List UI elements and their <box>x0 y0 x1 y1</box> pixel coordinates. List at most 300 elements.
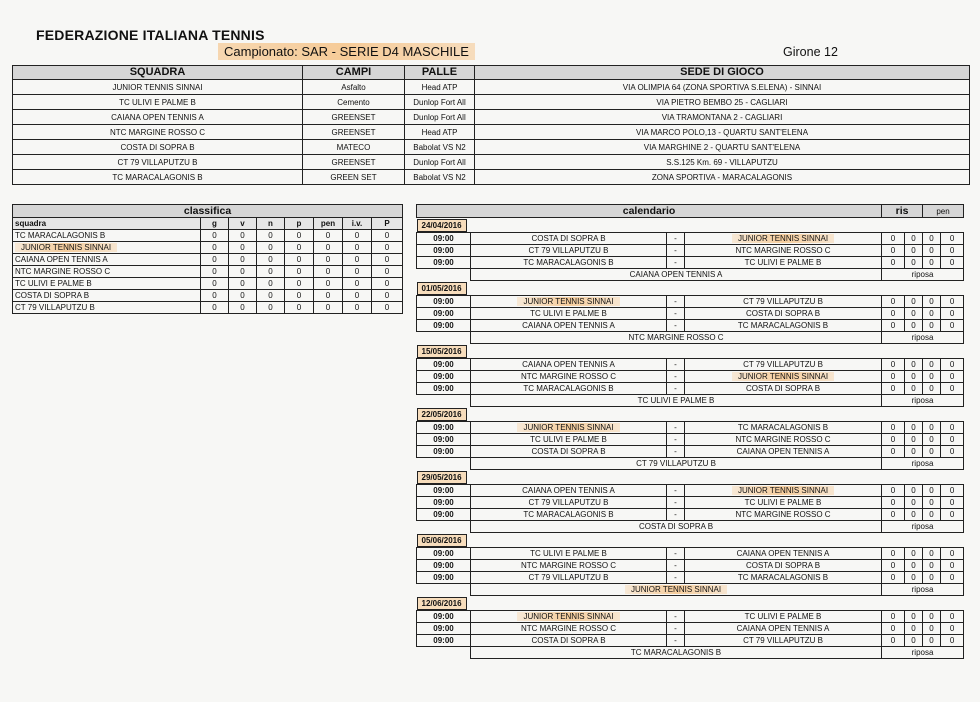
match-sep-label: - <box>674 435 677 444</box>
match-score: 0 <box>905 572 923 584</box>
match-score: 0 <box>882 320 905 332</box>
standings-col-header: v <box>229 218 257 230</box>
match-away-label: TC MARACALAGONIS B <box>737 573 829 582</box>
match-time: 09:00 <box>417 308 471 320</box>
match-score: 0 <box>882 371 905 383</box>
match-score: 0 <box>882 383 905 395</box>
standings-value: 0 <box>229 302 257 314</box>
match-score: 0 <box>941 485 964 497</box>
match-score: 0 <box>923 233 941 245</box>
team-name: CAIANA OPEN TENNIS A <box>13 110 303 125</box>
match-away-label: TC ULIVI E PALME B <box>744 258 822 267</box>
standings-value: 0 <box>201 230 229 242</box>
match-score: 0 <box>905 308 923 320</box>
match-score: 0 <box>882 611 905 623</box>
standings-value: 0 <box>201 302 229 314</box>
match-score: 0 <box>923 245 941 257</box>
match-time: 09:00 <box>417 446 471 458</box>
match-away-label: CAIANA OPEN TENNIS A <box>736 447 830 456</box>
match-score: 0 <box>882 623 905 635</box>
match-away <box>685 560 882 572</box>
match-row <box>417 548 964 560</box>
matchday-row <box>417 218 964 233</box>
standings-value: 0 <box>229 278 257 290</box>
match-home <box>471 434 667 446</box>
match-sep-label: - <box>674 573 677 582</box>
match-sep-label: - <box>674 624 677 633</box>
match-time: 09:00 <box>417 611 471 623</box>
match-time: 09:00 <box>417 371 471 383</box>
match-away-label: TC MARACALAGONIS B <box>737 321 829 330</box>
rest-label: riposa <box>882 521 964 533</box>
standings-col-header: P <box>372 218 403 230</box>
team-name: COSTA DI SOPRA B <box>13 140 303 155</box>
standings-col-header: g <box>201 218 229 230</box>
standings-value: 0 <box>257 230 285 242</box>
matchday-row <box>417 533 964 548</box>
match-away <box>685 257 882 269</box>
match-away-label: CT 79 VILLAPUTZU B <box>743 360 823 369</box>
match-row <box>417 623 964 635</box>
match-time: 09:00 <box>417 296 471 308</box>
match-score: 0 <box>941 359 964 371</box>
match-home-label: TC MARACALAGONIS B <box>523 510 614 519</box>
match-sep-label: - <box>674 636 677 645</box>
standings-value: 0 <box>257 242 285 254</box>
rest-spacer <box>417 269 471 281</box>
match-sep-label: - <box>674 234 677 243</box>
team-name: CT 79 VILLAPUTZU B <box>13 155 303 170</box>
match-score: 0 <box>941 509 964 521</box>
matchday-row <box>417 596 964 611</box>
match-home-label: TC ULIVI E PALME B <box>530 309 607 318</box>
match-score: 0 <box>882 245 905 257</box>
match-row <box>417 485 964 497</box>
matchday-date: 24/04/2016 <box>417 219 467 232</box>
match-away <box>685 371 882 383</box>
match-home-label: NTC MARGINE ROSSO C <box>520 561 617 570</box>
match-row <box>417 308 964 320</box>
match-row <box>417 446 964 458</box>
matchday-date-cell <box>417 344 964 359</box>
match-sep-label: - <box>674 384 677 393</box>
calendar-title: calendario <box>417 205 882 218</box>
group-label: Girone 12 <box>783 45 838 59</box>
standings-value: 0 <box>229 230 257 242</box>
matchday-date-cell <box>417 470 964 485</box>
rest-label: riposa <box>882 269 964 281</box>
match-score: 0 <box>941 308 964 320</box>
standings-team-label: NTC MARGINE ROSSO C <box>15 267 111 276</box>
standings-value: 0 <box>285 242 314 254</box>
match-score: 0 <box>923 257 941 269</box>
rest-team <box>471 647 882 659</box>
rest-label: riposa <box>882 395 964 407</box>
standings-value: 0 <box>201 290 229 302</box>
team-court: GREEN SET <box>303 170 405 185</box>
match-score: 0 <box>923 296 941 308</box>
standings-value: 0 <box>372 302 403 314</box>
match-away <box>685 509 882 521</box>
match-score: 0 <box>923 434 941 446</box>
match-score: 0 <box>905 359 923 371</box>
match-row <box>417 257 964 269</box>
team-name: JUNIOR TENNIS SINNAI <box>13 80 303 95</box>
match-away-label: COSTA DI SOPRA B <box>745 309 821 318</box>
team-court: GREENSET <box>303 155 405 170</box>
match-away <box>685 623 882 635</box>
match-score: 0 <box>923 359 941 371</box>
rest-spacer <box>417 647 471 659</box>
match-away <box>685 485 882 497</box>
match-score: 0 <box>882 572 905 584</box>
match-time: 09:00 <box>417 434 471 446</box>
col-squadra: SQUADRA <box>13 66 303 80</box>
match-home-label: TC ULIVI E PALME B <box>530 435 607 444</box>
match-score: 0 <box>941 434 964 446</box>
match-sep <box>667 308 685 320</box>
match-away <box>685 233 882 245</box>
standings-title: classifica <box>13 205 403 218</box>
matchday-date-cell <box>417 533 964 548</box>
match-score: 0 <box>923 422 941 434</box>
match-sep-label: - <box>674 372 677 381</box>
standings-team <box>13 290 201 302</box>
match-away-label: NTC MARGINE ROSSO C <box>735 510 831 519</box>
rest-spacer <box>417 584 471 596</box>
team-name: TC ULIVI E PALME B <box>13 95 303 110</box>
championship-label: Campionato: SAR - SERIE D4 MASCHILE <box>218 43 475 60</box>
team-balls: Dunlop Fort All <box>405 110 475 125</box>
standings-row <box>13 290 403 302</box>
standings-value: 0 <box>229 242 257 254</box>
match-home <box>471 560 667 572</box>
match-row <box>417 497 964 509</box>
matchday-row <box>417 281 964 296</box>
standings-value: 0 <box>343 302 372 314</box>
match-sep <box>667 422 685 434</box>
match-time: 09:00 <box>417 623 471 635</box>
rest-team-label: TC ULIVI E PALME B <box>637 396 715 405</box>
match-away-label: JUNIOR TENNIS SINNAI <box>732 486 834 495</box>
match-away <box>685 572 882 584</box>
team-row <box>13 95 970 110</box>
matchday-date-cell <box>417 281 964 296</box>
standings-value: 0 <box>343 254 372 266</box>
match-time: 09:00 <box>417 359 471 371</box>
match-row <box>417 233 964 245</box>
team-balls: Dunlop Fort All <box>405 95 475 110</box>
team-row <box>13 170 970 185</box>
standings-value: 0 <box>285 278 314 290</box>
match-away-label: CAIANA OPEN TENNIS A <box>736 549 830 558</box>
standings-value: 0 <box>372 230 403 242</box>
match-time: 09:00 <box>417 383 471 395</box>
match-sep <box>667 635 685 647</box>
rest-row <box>417 269 964 281</box>
match-home <box>471 296 667 308</box>
standings-value: 0 <box>372 254 403 266</box>
team-row <box>13 80 970 95</box>
page-title: FEDERAZIONE ITALIANA TENNIS <box>36 27 265 43</box>
standings-row <box>13 266 403 278</box>
standings-team <box>13 242 201 254</box>
match-home-label: TC MARACALAGONIS B <box>523 258 614 267</box>
standings-row <box>13 302 403 314</box>
matchday-date-cell <box>417 218 964 233</box>
rest-team-label: JUNIOR TENNIS SINNAI <box>625 585 727 594</box>
calendar-table <box>416 204 964 659</box>
match-time: 09:00 <box>417 422 471 434</box>
team-venue: VIA PIETRO BEMBO 25 - CAGLIARI <box>475 95 970 110</box>
match-sep-label: - <box>674 297 677 306</box>
match-row <box>417 296 964 308</box>
match-score: 0 <box>923 446 941 458</box>
match-score: 0 <box>905 611 923 623</box>
match-away-label: CT 79 VILLAPUTZU B <box>743 636 823 645</box>
rest-row <box>417 521 964 533</box>
rest-spacer <box>417 458 471 470</box>
standings-value: 0 <box>314 266 343 278</box>
match-sep <box>667 485 685 497</box>
match-home-label: NTC MARGINE ROSSO C <box>520 372 617 381</box>
match-away-label: TC MARACALAGONIS B <box>737 423 829 432</box>
match-away-label: JUNIOR TENNIS SINNAI <box>732 372 834 381</box>
match-sep-label: - <box>674 360 677 369</box>
match-home-label: JUNIOR TENNIS SINNAI <box>517 612 619 621</box>
standings-value: 0 <box>343 242 372 254</box>
match-score: 0 <box>941 446 964 458</box>
match-time: 09:00 <box>417 509 471 521</box>
matchday-date: 15/05/2016 <box>417 345 467 358</box>
match-score: 0 <box>923 371 941 383</box>
match-score: 0 <box>882 233 905 245</box>
team-balls: Babolat VS N2 <box>405 140 475 155</box>
match-home <box>471 635 667 647</box>
rest-row <box>417 395 964 407</box>
match-home-label: CT 79 VILLAPUTZU B <box>528 573 609 582</box>
match-score: 0 <box>941 371 964 383</box>
standings-value: 0 <box>285 254 314 266</box>
match-home <box>471 233 667 245</box>
team-row <box>13 155 970 170</box>
standings-value: 0 <box>372 266 403 278</box>
match-home-label: CAIANA OPEN TENNIS A <box>522 321 615 330</box>
col-campi: CAMPI <box>303 66 405 80</box>
match-sep <box>667 548 685 560</box>
rest-team-label: TC MARACALAGONIS B <box>630 648 722 657</box>
rest-team-label: CAIANA OPEN TENNIS A <box>629 270 723 279</box>
matchday-row <box>417 344 964 359</box>
match-home-label: JUNIOR TENNIS SINNAI <box>517 423 619 432</box>
standings-value: 0 <box>372 278 403 290</box>
standings-team <box>13 266 201 278</box>
standings-value: 0 <box>257 254 285 266</box>
match-score: 0 <box>905 371 923 383</box>
standings-team <box>13 302 201 314</box>
rest-team <box>471 584 882 596</box>
match-home-label: NTC MARGINE ROSSO C <box>520 624 617 633</box>
matchday-row <box>417 407 964 422</box>
standings-value: 0 <box>314 290 343 302</box>
match-sep-label: - <box>674 486 677 495</box>
team-balls: Head ATP <box>405 125 475 140</box>
match-home <box>471 245 667 257</box>
match-away <box>685 383 882 395</box>
standings-col-header: squadra <box>13 218 201 230</box>
team-row <box>13 125 970 140</box>
match-score: 0 <box>941 296 964 308</box>
match-sep <box>667 509 685 521</box>
match-score: 0 <box>941 383 964 395</box>
match-home <box>471 572 667 584</box>
team-venue: VIA MARGHINE 2 - QUARTU SANT'ELENA <box>475 140 970 155</box>
match-score: 0 <box>941 257 964 269</box>
match-away-label: NTC MARGINE ROSSO C <box>735 435 831 444</box>
team-name: NTC MARGINE ROSSO C <box>13 125 303 140</box>
standings-col-header: p <box>285 218 314 230</box>
standings-value: 0 <box>314 230 343 242</box>
standings-row <box>13 242 403 254</box>
match-home-label: COSTA DI SOPRA B <box>531 636 606 645</box>
standings-row <box>13 230 403 242</box>
standings-value: 0 <box>372 242 403 254</box>
standings-team-label: COSTA DI SOPRA B <box>15 291 90 300</box>
match-away <box>685 635 882 647</box>
match-score: 0 <box>923 497 941 509</box>
match-home-label: CAIANA OPEN TENNIS A <box>522 360 615 369</box>
standings-value: 0 <box>229 266 257 278</box>
match-home <box>471 308 667 320</box>
team-court: GREENSET <box>303 110 405 125</box>
match-score: 0 <box>941 572 964 584</box>
match-score: 0 <box>905 422 923 434</box>
rest-team-label: NTC MARGINE ROSSO C <box>628 333 724 342</box>
matchday-date: 29/05/2016 <box>417 471 467 484</box>
match-sep-label: - <box>674 549 677 558</box>
team-row <box>13 110 970 125</box>
match-sep-label: - <box>674 258 677 267</box>
match-score: 0 <box>905 233 923 245</box>
team-court: MATECO <box>303 140 405 155</box>
match-score: 0 <box>941 548 964 560</box>
match-sep-label: - <box>674 510 677 519</box>
match-score: 0 <box>905 548 923 560</box>
matchday-row <box>417 470 964 485</box>
match-away <box>685 434 882 446</box>
standings-value: 0 <box>343 278 372 290</box>
match-score: 0 <box>905 623 923 635</box>
match-home <box>471 509 667 521</box>
col-palle: PALLE <box>405 66 475 80</box>
match-score: 0 <box>905 485 923 497</box>
standings-col-header: i.v. <box>343 218 372 230</box>
match-sep <box>667 434 685 446</box>
match-time: 09:00 <box>417 560 471 572</box>
match-sep <box>667 623 685 635</box>
standings-value: 0 <box>201 254 229 266</box>
match-score: 0 <box>923 560 941 572</box>
match-away-label: COSTA DI SOPRA B <box>745 384 821 393</box>
match-score: 0 <box>882 548 905 560</box>
match-score: 0 <box>923 383 941 395</box>
match-score: 0 <box>941 422 964 434</box>
standings-value: 0 <box>285 230 314 242</box>
team-venue: VIA MARCO POLO,13 - QUARTU SANT'ELENA <box>475 125 970 140</box>
match-row <box>417 611 964 623</box>
match-home-label: JUNIOR TENNIS SINNAI <box>517 297 619 306</box>
match-home <box>471 257 667 269</box>
match-sep-label: - <box>674 423 677 432</box>
matchday-date: 05/06/2016 <box>417 534 467 547</box>
ris-header: ris <box>882 205 923 218</box>
rest-label: riposa <box>882 458 964 470</box>
match-time: 09:00 <box>417 233 471 245</box>
teams-table <box>12 65 970 185</box>
matchday-date: 12/06/2016 <box>417 597 467 610</box>
standings-team <box>13 254 201 266</box>
team-court: Asfalto <box>303 80 405 95</box>
team-court: Cemento <box>303 95 405 110</box>
standings-value: 0 <box>257 290 285 302</box>
standings-row <box>13 278 403 290</box>
team-court: GREENSET <box>303 125 405 140</box>
rest-label: riposa <box>882 584 964 596</box>
match-away <box>685 359 882 371</box>
match-time: 09:00 <box>417 245 471 257</box>
rest-team <box>471 269 882 281</box>
match-row <box>417 383 964 395</box>
standings-team-label: TC MARACALAGONIS B <box>15 231 106 240</box>
match-time: 09:00 <box>417 320 471 332</box>
matchday-date: 01/05/2016 <box>417 282 467 295</box>
team-venue: VIA TRAMONTANA 2 - CAGLIARI <box>475 110 970 125</box>
match-away <box>685 308 882 320</box>
match-score: 0 <box>923 509 941 521</box>
match-home-label: COSTA DI SOPRA B <box>531 234 606 243</box>
standings-value: 0 <box>314 242 343 254</box>
match-away <box>685 296 882 308</box>
col-sede: SEDE DI GIOCO <box>475 66 970 80</box>
match-sep <box>667 296 685 308</box>
match-score: 0 <box>882 560 905 572</box>
standings-value: 0 <box>314 254 343 266</box>
matchday-date: 22/05/2016 <box>417 408 467 421</box>
match-away-label: COSTA DI SOPRA B <box>745 561 821 570</box>
standings-team-label: CT 79 VILLAPUTZU B <box>15 303 95 312</box>
match-score: 0 <box>905 245 923 257</box>
match-sep-label: - <box>674 612 677 621</box>
match-sep <box>667 320 685 332</box>
match-away-label: NTC MARGINE ROSSO C <box>735 246 831 255</box>
match-score: 0 <box>941 635 964 647</box>
match-row <box>417 359 964 371</box>
match-home <box>471 497 667 509</box>
match-score: 0 <box>905 560 923 572</box>
match-home <box>471 320 667 332</box>
match-row <box>417 320 964 332</box>
match-home <box>471 371 667 383</box>
match-time: 09:00 <box>417 572 471 584</box>
match-home <box>471 548 667 560</box>
rest-label: riposa <box>882 647 964 659</box>
standings-value: 0 <box>229 254 257 266</box>
match-score: 0 <box>905 635 923 647</box>
match-score: 0 <box>923 572 941 584</box>
rest-label: riposa <box>882 332 964 344</box>
match-score: 0 <box>923 635 941 647</box>
standings-value: 0 <box>257 278 285 290</box>
